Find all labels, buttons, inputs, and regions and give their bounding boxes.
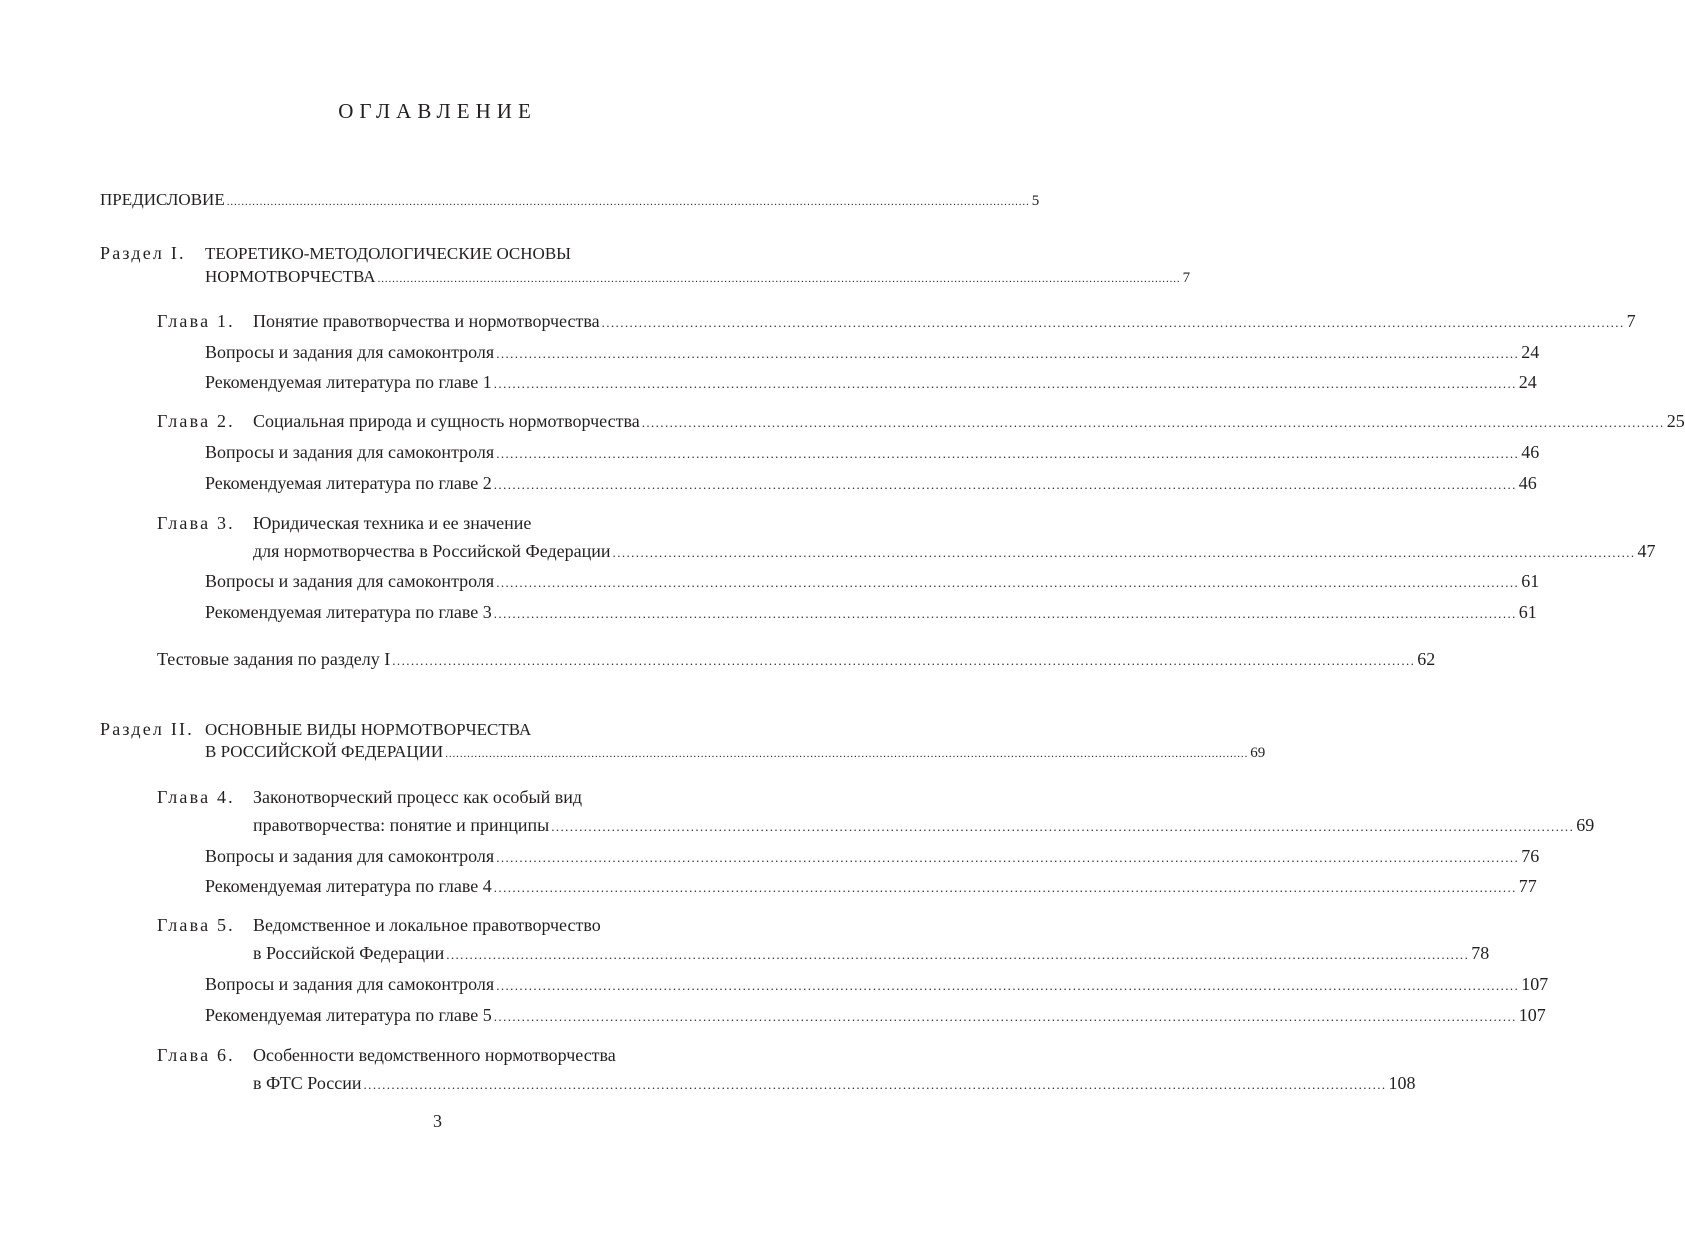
chapter-title: правотворчества: понятие и принципы — [253, 815, 550, 835]
chapter-title: Особенности ведомственного нормотворчества — [253, 1045, 616, 1065]
section-title: НОРМОТВОРЧЕСТВА — [205, 267, 376, 286]
entry-text: ПРЕДИСЛОВИЕ — [100, 190, 225, 209]
toc-entry-literature[interactable] — [205, 470, 1537, 498]
toc-entry-literature[interactable] — [205, 599, 1537, 627]
chapter-title: Социальная природа и сущность нормотворчества — [253, 411, 640, 431]
dot-leader: ............................................................................................................................................................................................................................ — [551, 819, 1575, 834]
toc-entry-tests[interactable] — [157, 646, 1436, 674]
toc-entry-preface[interactable] — [100, 187, 1040, 215]
dot-leader: ............................................................................................................................................................................................................................ — [445, 748, 1249, 760]
page-ref: 7 — [1626, 311, 1636, 331]
chapter-title: Понятие правотворчества и нормотворчества — [253, 311, 600, 331]
entry-text: Вопросы и задания для самоконтроля — [205, 974, 495, 994]
page-ref: 107 — [1518, 1005, 1546, 1025]
toc-entry-chapter[interactable] — [157, 408, 1685, 436]
page-ref: 61 — [1521, 571, 1540, 591]
dot-leader: ............................................................................................................................................................................................................................ — [641, 415, 1665, 430]
dot-leader: ............................................................................................................................................................................................................................ — [493, 1009, 1517, 1024]
page-ref: 5 — [1031, 193, 1040, 209]
chapter-title: Юридическая техника и ее значение — [253, 513, 532, 533]
entry-text: Рекомендуемая литература по главе 4 — [205, 876, 492, 896]
chapter-title: для нормотворчества в Российской Федерации — [253, 541, 611, 561]
chapter-label: Глава 5. — [157, 915, 235, 935]
toc-entry-chapter[interactable] — [253, 538, 1656, 566]
page-ref: 62 — [1417, 649, 1436, 669]
page-ref: 69 — [1576, 815, 1595, 835]
dot-leader: ............................................................................................................................................................................................................................ — [493, 606, 1517, 621]
chapter-title: в Российской Федерации — [253, 943, 445, 963]
chapter-label: Глава 2. — [157, 411, 235, 431]
chapter-label: Глава 1. — [157, 311, 235, 331]
dot-leader: ............................................................................................................................................................................................................................ — [496, 850, 1520, 865]
toc-entry-questions[interactable] — [205, 339, 1540, 367]
toc-entry-questions[interactable] — [205, 568, 1540, 596]
entry-text: Вопросы и задания для самоконтроля — [205, 846, 495, 866]
entry-text: Рекомендуемая литература по главе 5 — [205, 1005, 492, 1025]
chapter-label: Глава 3. — [157, 513, 235, 533]
dot-leader: ............................................................................................................................................................................................................................ — [392, 653, 1416, 668]
section-title: В РОССИЙСКОЙ ФЕДЕРАЦИИ — [205, 742, 444, 761]
toc-entry-section[interactable] — [205, 264, 1191, 292]
page-ref: 25 — [1666, 411, 1685, 431]
page-title: ОГЛАВЛЕНИЕ — [338, 99, 537, 123]
toc-entry-chapter-heading[interactable] — [157, 510, 531, 536]
toc-entry-chapter[interactable] — [253, 940, 1490, 968]
page-ref: 77 — [1518, 876, 1537, 896]
dot-leader: ............................................................................................................................................................................................................................ — [496, 575, 1520, 590]
dot-leader: ............................................................................................................................................................................................................................ — [377, 273, 1181, 285]
entry-text: Рекомендуемая литература по главе 2 — [205, 473, 492, 493]
section-title: ТЕОРЕТИКО-МЕТОДОЛОГИЧЕСКИЕ ОСНОВЫ — [205, 244, 571, 263]
page-ref: 24 — [1518, 372, 1537, 392]
toc-entry-chapter[interactable] — [253, 812, 1595, 840]
toc-entry-questions[interactable] — [205, 439, 1540, 467]
toc-entry-questions[interactable] — [205, 843, 1540, 871]
page-ref: 7 — [1182, 270, 1191, 286]
dot-leader: ............................................................................................................................................................................................................................ — [363, 1077, 1387, 1092]
toc-entry-chapter-heading[interactable] — [157, 1042, 616, 1068]
page-ref: 24 — [1521, 342, 1540, 362]
dot-leader: ............................................................................................................................................................................................................................ — [496, 346, 1520, 361]
section-label: Раздел I. — [100, 243, 186, 263]
dot-leader: ............................................................................................................................................................................................................................ — [496, 978, 1520, 993]
chapter-title: Законотворческий процесс как особый вид — [253, 787, 583, 807]
chapter-title: в ФТС России — [253, 1073, 362, 1093]
toc-entry-chapter[interactable] — [157, 308, 1636, 336]
chapter-label: Глава 4. — [157, 787, 235, 807]
toc-entry-chapter[interactable] — [253, 1070, 1416, 1098]
dot-leader: ............................................................................................................................................................................................................................ — [601, 315, 1625, 330]
toc-entry-chapter-heading[interactable] — [157, 784, 582, 810]
section-label: Раздел II. — [100, 719, 194, 739]
dot-leader: ............................................................................................................................................................................................................................ — [496, 446, 1520, 461]
page-ref: 76 — [1521, 846, 1540, 866]
dot-leader: ............................................................................................................................................................................................................................ — [493, 477, 1517, 492]
toc-entry-literature[interactable] — [205, 369, 1537, 397]
page-number: 3 — [433, 1111, 442, 1131]
dot-leader: ............................................................................................................................................................................................................................ — [493, 880, 1517, 895]
entry-text: Вопросы и задания для самоконтроля — [205, 342, 495, 362]
toc-entry-section[interactable] — [205, 739, 1266, 767]
chapter-label: Глава 6. — [157, 1045, 235, 1065]
dot-leader: ............................................................................................................................................................................................................................ — [226, 196, 1030, 208]
page-ref: 78 — [1471, 943, 1490, 963]
page-ref: 46 — [1521, 442, 1540, 462]
entry-text: Тестовые задания по разделу I — [157, 649, 391, 669]
page-ref: 108 — [1388, 1073, 1416, 1093]
toc-entry-literature[interactable] — [205, 873, 1537, 901]
page-ref: 46 — [1518, 473, 1537, 493]
toc-entry-questions[interactable] — [205, 971, 1549, 999]
dot-leader: ............................................................................................................................................................................................................................ — [446, 947, 1470, 962]
toc-entry-literature[interactable] — [205, 1002, 1546, 1030]
page-ref: 107 — [1521, 974, 1549, 994]
entry-text: Рекомендуемая литература по главе 3 — [205, 602, 492, 622]
section-heading[interactable] — [100, 240, 571, 267]
page-ref: 47 — [1637, 541, 1656, 561]
entry-text: Вопросы и задания для самоконтроля — [205, 442, 495, 462]
entry-text: Вопросы и задания для самоконтроля — [205, 571, 495, 591]
entry-text: Рекомендуемая литература по главе 1 — [205, 372, 492, 392]
toc-entry-chapter-heading[interactable] — [157, 912, 601, 938]
page-ref: 69 — [1250, 745, 1266, 761]
page-ref: 61 — [1518, 602, 1537, 622]
chapter-title: Ведомственное и локальное правотворчество — [253, 915, 601, 935]
dot-leader: ............................................................................................................................................................................................................................ — [493, 376, 1517, 391]
dot-leader: ............................................................................................................................................................................................................................ — [612, 545, 1636, 560]
section-title: ОСНОВНЫЕ ВИДЫ НОРМОТВОРЧЕСТВА — [205, 720, 532, 739]
